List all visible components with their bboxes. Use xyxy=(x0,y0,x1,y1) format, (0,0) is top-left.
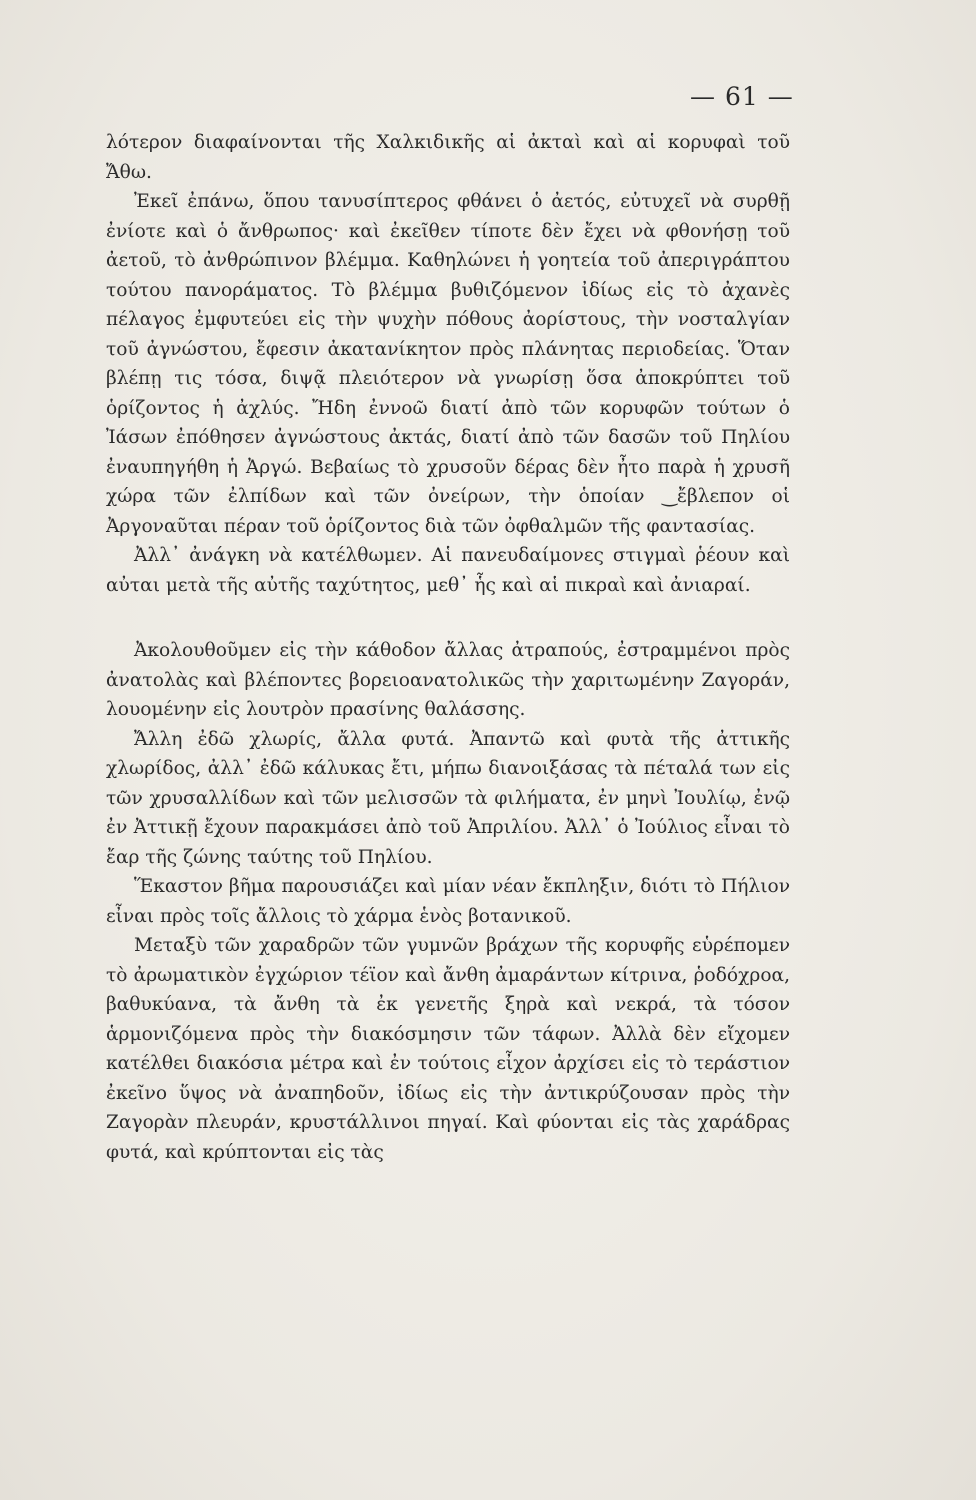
paragraph: Ἀλλ᾽ ἀνάγκη νὰ κατέλθωμεν. Αἱ πανευδαίμονες στιγμαὶ ῥέουν καὶ αὐται μετὰ τῆς αὐτῆς ταχύτητος, μεθ᾽ ἧς καὶ αἱ πικραὶ καὶ ἀνιαραί. xyxy=(106,545,790,596)
paragraph: Ἐκεῖ ἐπάνω, ὅπου τανυσίπτερος φθάνει ὁ ἀετός, εὐτυχεῖ νὰ συρθῇ ἐνίοτε καὶ ὁ ἄνθρωπος· καὶ ἐκεῖθεν τίποτε δὲν ἔχει νὰ φθονήσῃ τοῦ ἀετοῦ, τὸ ἀνθρώπινον βλέμμα. Καθηλώνει ἡ γοητεία τοῦ ἀπεριγράπτου τούτου πανοράματος. Τὸ βλέμμα βυθιζόμενον ἰδίως εἰς τὸ ἀχανὲς πέλαγος ἐμφυτεύει εἰς τὴν ψυχὴν πόθους ἀορίστους, τὴν νοσταλγίαν τοῦ ἀγνώστου, ἔφεσιν ἀκατανίκητον πρὸς πλάνητας περιοδείας. Ὅταν βλέπῃ τις τόσα, διψᾷ πλειότερον νὰ γνωρίσῃ ὅσα ἀποκρύπτει τοῦ ὁρίζοντος ἡ ἀχλύς. Ἤδη ἐννοῶ διατί ἀπὸ τῶν κορυφῶν τούτων ὁ Ἰάσων ἐπόθησεν ἀγνώστους ἀκτάς, διατί ἀπὸ τῶν δασῶν τοῦ Πηλίου ἐναυπηγήθη ἡ Ἀργώ. Βεβαίως τὸ χρυσοῦν δέρας δὲν ἦτο παρὰ ἡ χρυσῆ χώρα τῶν ἐλπίδων καὶ τῶν ὀνείρων, τὴν ὁποίαν ‿ἔβλεπον οἱ Ἀργοναῦται πέραν τοῦ ὁρίζοντος διὰ τῶν ὀφθαλμῶν τῆς φαντασίας. xyxy=(106,191,790,537)
paragraph: λότερον διαφαίνονται τῆς Χαλκιδικῆς αἱ ἀκταὶ καὶ αἱ κορυφαὶ τοῦ Ἄθω. xyxy=(106,132,790,183)
paragraph: Μεταξὺ τῶν χαραδρῶν τῶν γυμνῶν βράχων τῆς κορυφῆς εὑρέπομεν τὸ ἀρωματικὸν ἐγχώριον τέϊον καὶ ἄνθη ἀμαράντων κίτρινα, ῥοδόχροα, βαθυκύανα, τὰ ἄνθη τὰ ἐκ γενετῆς ξηρὰ καὶ νεκρά, τὰ τόσον ἁρμονιζόμενα πρὸς τὴν διακόσμησιν τῶν τάφων. Ἀλλὰ δὲν εἴχομεν κατέλθει διακόσια μέτρα καὶ ἐν τούτοις εἶχον ἀρχίσει εἰς τὸ τεράστιον ἐκεῖνο ὕψος νὰ ἀναπηδοῦν, ἰδίως εἰς τὴν ἀντικρύζουσαν πρὸς τὴν Ζαγορὰν πλευράν, κρυστάλλινοι πηγαί. Καὶ φύονται εἰς τὰς χαράδρας φυτά, καὶ κρύπτονται εἰς τὰς xyxy=(106,935,790,1163)
paragraph: Ἄλλη ἐδῶ χλωρίς, ἄλλα φυτά. Ἀπαντῶ καὶ φυτὰ τῆς ἀττικῆς χλωρίδος, ἀλλ᾽ ἐδῶ κάλυκας ἔτι, μήπω διανοιξάσας τὰ πέταλά των εἰς τῶν χρυσαλλίδων καὶ τῶν μελισσῶν τὰ φιλήματα, ἐν μηνὶ Ἰουλίῳ, ἐνῷ ἐν Ἀττικῇ ἔχουν παρακμάσει ἀπὸ τοῦ Ἀπριλίου. Ἀλλ᾽ ὁ Ἰούλιος εἶναι τὸ ἔαρ τῆς ζώνης ταύτης τοῦ Πηλίου. xyxy=(106,728,790,868)
section-gap xyxy=(106,600,790,636)
page-body-text xyxy=(106,128,790,1167)
paragraph: Ἀκολουθοῦμεν εἰς τὴν κάθοδον ἄλλας ἀτραπούς, ἐστραμμένοι πρὸς ἀνατολὰς καὶ βλέποντες βορειοανατολικῶς τὴν χαριτωμένην Ζαγοράν, λουομένην εἰς λουτρὸν πρασίνης θαλάσσης. xyxy=(106,640,790,720)
paragraph: Ἕκαστον βῆμα παρουσιάζει καὶ μίαν νέαν ἔκπληξιν, διότι τὸ Πήλιον εἶναι πρὸς τοῖς ἄλλοις τὸ χάρμα ἑνὸς βοτανικοῦ. xyxy=(106,876,790,927)
page-number: — 61 — xyxy=(690,82,794,111)
